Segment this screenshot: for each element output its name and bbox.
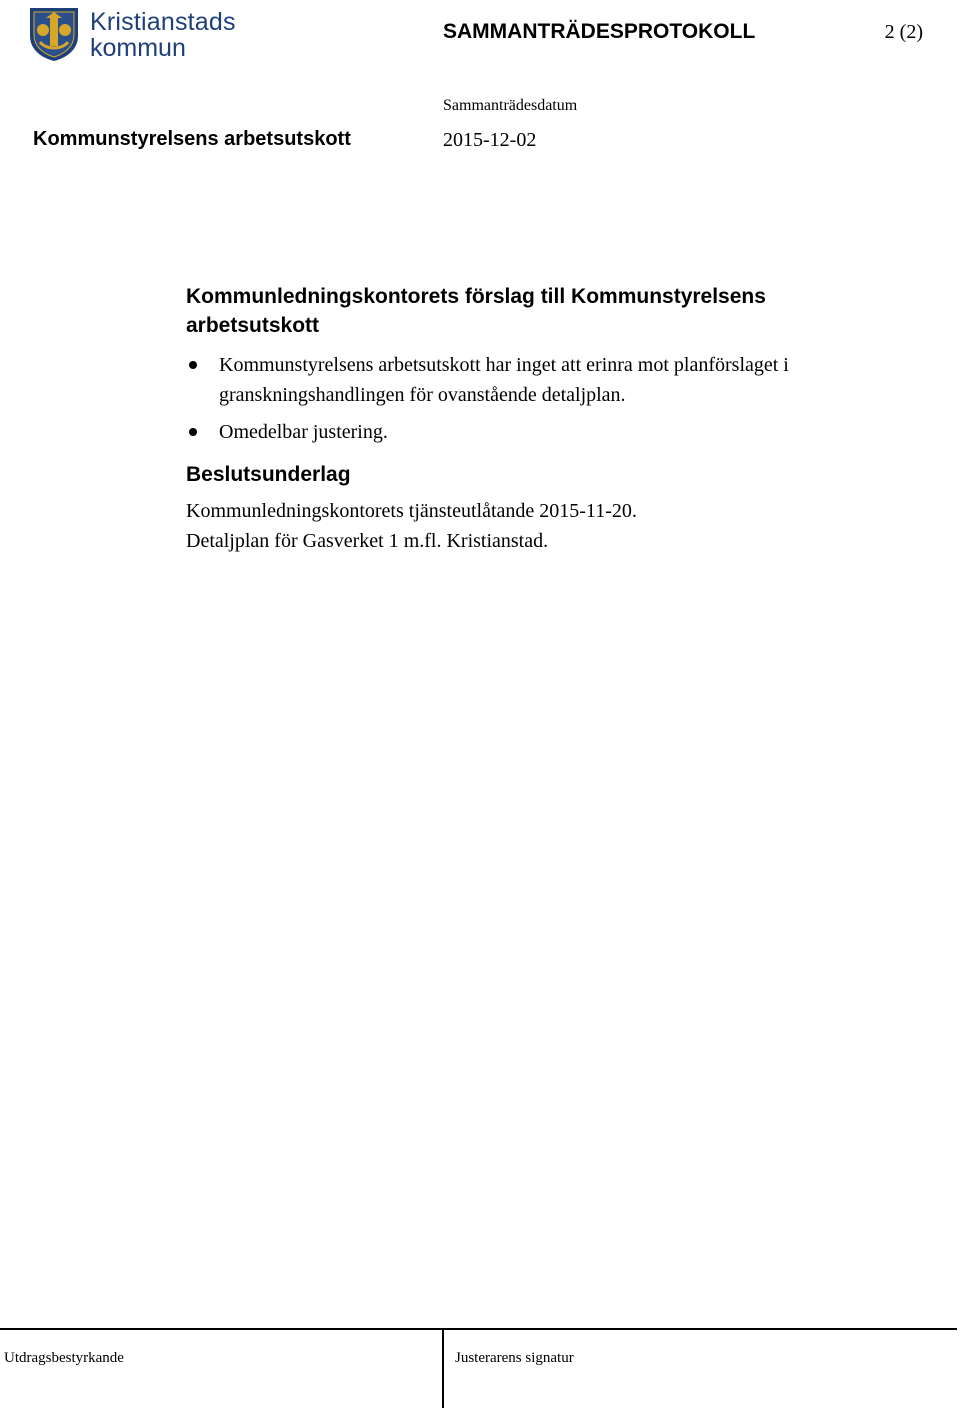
- bullet-icon: [189, 428, 197, 436]
- footer-column-divider: [442, 1328, 444, 1408]
- document-type-title: SAMMANTRÄDESPROTOKOLL: [443, 20, 756, 43]
- footer-signature-label: Justerarens signatur: [455, 1350, 574, 1366]
- basis-heading: Beslutsunderlag: [186, 463, 351, 486]
- list-item: [186, 417, 886, 447]
- footer-certification-label: Utdragsbestyrkande: [4, 1350, 124, 1366]
- document-body: [186, 282, 886, 556]
- proposal-heading: Kommunledningskontorets förslag till Kommunstyrelsens arbetsutskott: [186, 285, 766, 337]
- decision-list: [186, 350, 886, 447]
- list-item-text: Kommunstyrelsens arbetsutskott har inget att erinra mot planförslaget i granskningshandlingen för ovanstående detaljplan.: [219, 354, 789, 406]
- coat-of-arms-icon: [28, 6, 80, 62]
- logo-wordmark-line1: Kristianstads: [90, 8, 236, 36]
- list-item-text: Omedelbar justering.: [219, 421, 388, 443]
- footer-divider-line: [0, 1328, 957, 1330]
- municipality-logo: [28, 6, 236, 64]
- basis-line: Kommunledningskontorets tjänsteutlåtande 2015-11-20.: [186, 500, 637, 522]
- logo-wordmark-line2: kommun: [90, 34, 186, 62]
- meeting-date-label: Sammanträdesdatum: [443, 97, 578, 114]
- list-item: [186, 350, 886, 410]
- committee-name: Kommunstyrelsens arbetsutskott: [33, 128, 351, 150]
- basis-line: Detaljplan för Gasverket 1 m.fl. Kristianstad.: [186, 530, 549, 552]
- meeting-date-value: 2015-12-02: [443, 129, 537, 151]
- page-number: 2 (2): [884, 21, 923, 43]
- bullet-icon: [189, 361, 197, 369]
